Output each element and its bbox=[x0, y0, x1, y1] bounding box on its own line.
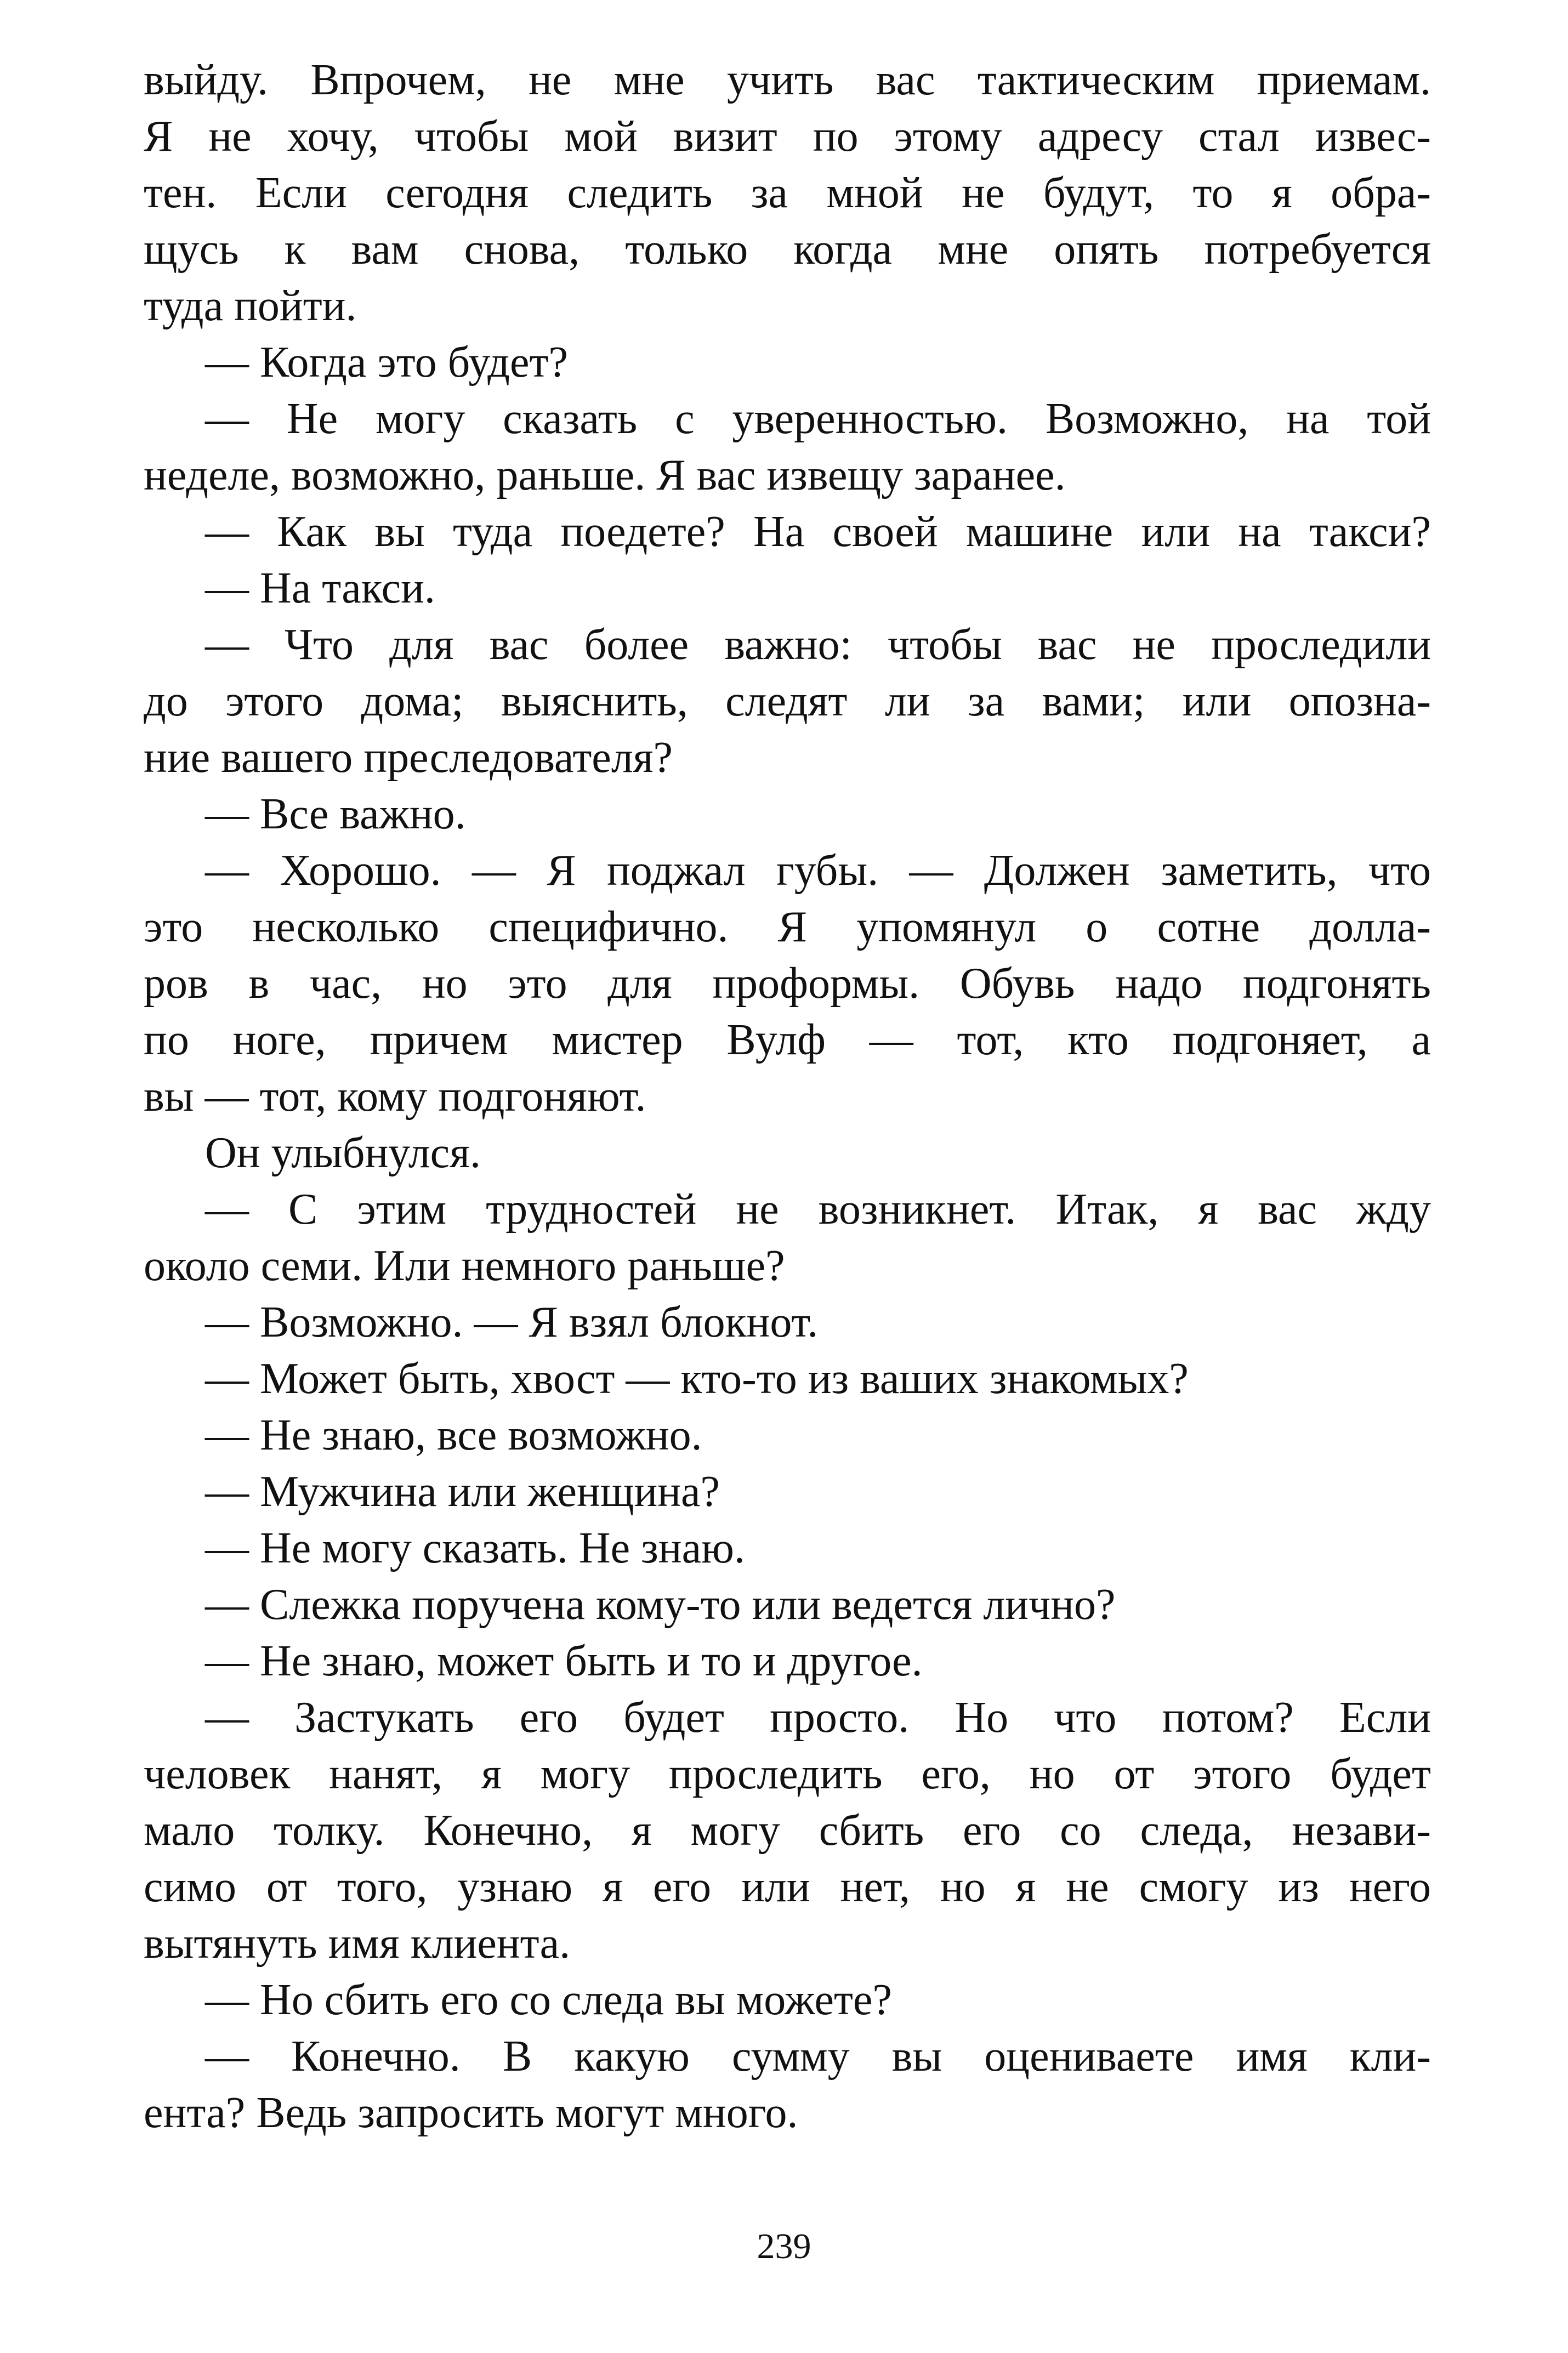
text-line: щусь к вам снова, только когда мне опять потребуется bbox=[144, 225, 1431, 274]
text-line: Я не хочу, чтобы мой визит по этому адресу стал извес- bbox=[144, 112, 1431, 161]
text-line: по ноге, причем мистер Вулф — тот, кто подгоняет, а bbox=[144, 1016, 1431, 1064]
text-line: — Может быть, хвост — кто-то из ваших знакомых? bbox=[205, 1355, 1189, 1403]
text-line: — Но сбить его со следа вы можете? bbox=[205, 1976, 893, 2024]
text-line: — Не могу сказать с уверенностью. Возможно, на той bbox=[205, 395, 1431, 443]
text-line: неделе, возможно, раньше. Я вас извещу заранее. bbox=[144, 451, 1066, 499]
text-line: туда пойти. bbox=[144, 282, 357, 330]
text-line: — Что для вас более важно: чтобы вас не проследили bbox=[205, 621, 1431, 669]
text-line: — Возможно. — Я взял блокнот. bbox=[205, 1298, 819, 1346]
text-line: — Слежка поручена кому-то или ведется лично? bbox=[205, 1581, 1116, 1629]
text-line: — С этим трудностей не возникнет. Итак, я вас жду bbox=[205, 1185, 1431, 1234]
text-line: это несколько специфично. Я упомянул о сотне долла- bbox=[144, 903, 1431, 951]
text-line: — Мужчина или женщина? bbox=[205, 1468, 720, 1516]
text-line: мало толку. Конечно, я могу сбить его со следа, незави- bbox=[144, 1806, 1431, 1855]
text-line: вытянуть имя клиента. bbox=[144, 1919, 571, 1968]
page-number: 239 bbox=[757, 2226, 811, 2266]
text-line: человек нанят, я могу проследить его, но от этого будет bbox=[144, 1750, 1431, 1798]
text-line: вы — тот, кому подгоняют. bbox=[144, 1072, 646, 1121]
text-line: — Не знаю, может быть и то и другое. bbox=[205, 1637, 923, 1685]
text-line: выйду. Впрочем, не мне учить вас тактическим приемам. bbox=[144, 56, 1431, 104]
text-line: около семи. Или немного раньше? bbox=[144, 1242, 785, 1290]
text-line: — Хорошо. — Я поджал губы. — Должен заметить, что bbox=[205, 846, 1431, 895]
text-line: тен. Если сегодня следить за мной не будут, то я обра- bbox=[144, 169, 1431, 217]
text-line: ние вашего преследователя? bbox=[144, 734, 673, 782]
text-line: — Не знаю, все возможно. bbox=[205, 1411, 702, 1459]
text-line: — Когда это будет? bbox=[205, 338, 568, 387]
text-line: ров в час, но это для проформы. Обувь надо подгонять bbox=[144, 959, 1431, 1008]
text-line: — Не могу сказать. Не знаю. bbox=[205, 1524, 745, 1572]
text-line: — Все важно. bbox=[205, 790, 466, 838]
text-line: до этого дома; выяснить, следят ли за вами; или опозна- bbox=[144, 677, 1431, 725]
text-line: Он улыбнулся. bbox=[205, 1129, 481, 1177]
text-line: — На такси. bbox=[205, 564, 435, 612]
body-text bbox=[144, 52, 1431, 2141]
text-line: — Застукать его будет просто. Но что потом? Если bbox=[205, 1693, 1431, 1742]
text-line: симо от того, узнаю я его или нет, но я не смогу из него bbox=[144, 1863, 1431, 1911]
text-line: — Конечно. В какую сумму вы оцениваете имя кли- bbox=[205, 2032, 1431, 2081]
text-line: ента? Ведь запросить могут много. bbox=[144, 2089, 798, 2137]
text-line: — Как вы туда поедете? На своей машине или на такси? bbox=[205, 508, 1431, 556]
